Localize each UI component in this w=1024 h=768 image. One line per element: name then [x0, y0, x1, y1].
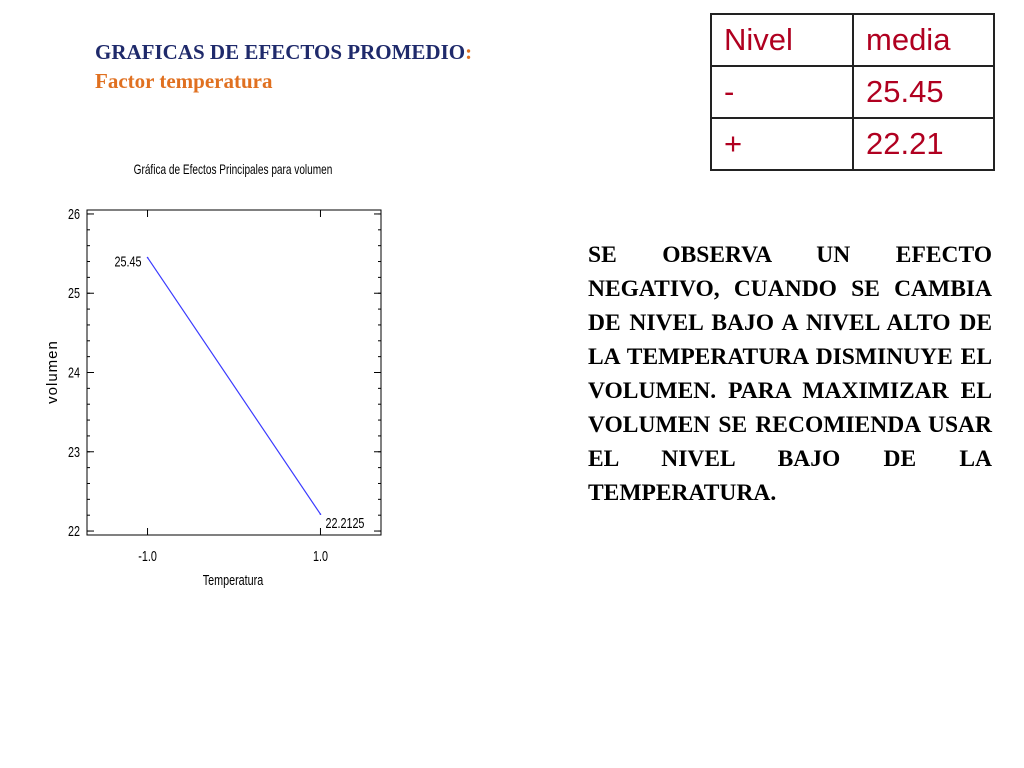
y-tick-label: 24 — [68, 363, 80, 381]
level-cell: + — [711, 118, 853, 170]
chart-marks — [68, 205, 381, 564]
mean-cell: 25.45 — [853, 66, 994, 118]
y-tick-label: 23 — [68, 442, 80, 461]
chart-title: Gráfica de Efectos Principales para volumen — [133, 161, 333, 178]
x-tick-label: 1.0 — [312, 547, 328, 565]
heading-title: GRAFICAS DE EFECTOS PROMEDIO — [95, 40, 466, 64]
header-nivel: Nivel — [711, 14, 853, 66]
mean-cell: 22.21 — [853, 118, 994, 170]
level-cell: - — [711, 66, 853, 118]
x-tick-label: -1.0 — [138, 547, 157, 565]
data-label: 25.45 — [114, 252, 142, 271]
y-axis-label: volumen — [44, 340, 61, 404]
main-effect-line — [148, 258, 321, 515]
conclusion-text: SE OBSERVA UN EFECTO NEGATIVO, CUANDO SE CAMBIA DE NIVEL BAJO A NIVEL ALTO DE LA TEMPERATURA DISMINUYE EL VOLUMEN. PARA MAXIMIZAR EL VOLUMEN SE RECOMIENDA USAR EL NIVEL BAJO DE LA TEMPERATURA. — [588, 242, 992, 506]
y-tick-label: 25 — [68, 284, 80, 302]
y-tick-label: 26 — [68, 205, 80, 223]
y-tick-label: 22 — [68, 522, 80, 540]
header-media: media — [853, 14, 994, 66]
data-point — [320, 513, 322, 515]
data-label: 22.2125 — [325, 514, 365, 532]
heading-subtitle: Factor temperatura — [95, 69, 273, 93]
data-point — [147, 257, 149, 259]
heading-colon: : — [465, 40, 473, 64]
x-axis-label: Temperatura — [202, 571, 264, 589]
